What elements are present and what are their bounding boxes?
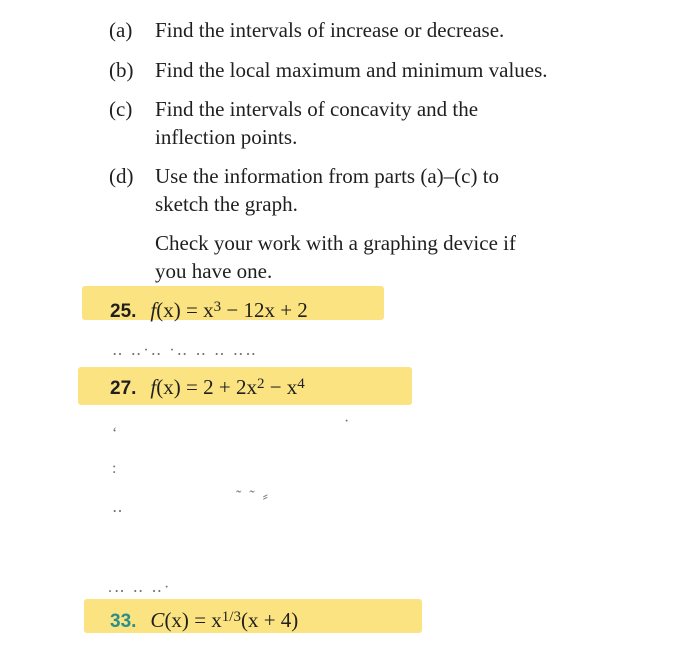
part-text-line1: Find the intervals of concavity and the [155, 97, 479, 121]
problem-27 [110, 373, 305, 404]
part-label: (c) [109, 97, 133, 121]
part-label: (d) [109, 164, 134, 188]
note-line1: Check your work with a graphing device if [155, 231, 516, 255]
problem-number: 25. [110, 301, 137, 322]
problem-equation: $C(x) = x^{1/3}(x + 4)$ [150, 608, 299, 632]
faded-fragment: ˜ ˜ ⸗ [236, 488, 270, 505]
faded-fragment: ‥ ‥·‥ ·‥ ‥ ‥ ‥‥ [112, 342, 259, 359]
problem-number: 27. [110, 378, 137, 399]
faded-fragment: ‘ [112, 425, 120, 442]
part-text-line2: sketch the graph. [155, 192, 298, 216]
part-text: Find the local maximum and minimum values. [155, 58, 548, 82]
problem-equation: $f(x) = x^3 - 12x + 2$ [150, 298, 308, 322]
part-text-line2: inflection points. [155, 125, 298, 149]
part-text: Find the intervals of increase or decrease. [155, 18, 505, 42]
faded-fragment: ‥ [112, 499, 125, 516]
problem-number: 33. [110, 611, 137, 632]
problem-equation: $f(x) = 2 + 2x^2 - x^4$ [150, 375, 305, 399]
faded-fragment: : [112, 460, 119, 477]
part-label: (a) [109, 18, 133, 42]
problem-33 [110, 606, 298, 637]
part-text-line1: Use the information from parts (a)–(c) to [155, 164, 500, 188]
note-line2: you have one. [155, 259, 273, 283]
problem-25 [110, 296, 308, 327]
part-label: (b) [109, 58, 134, 82]
faded-fragment: · [344, 413, 352, 430]
faded-fragment: .‥ ‥ ‥· [108, 579, 172, 596]
